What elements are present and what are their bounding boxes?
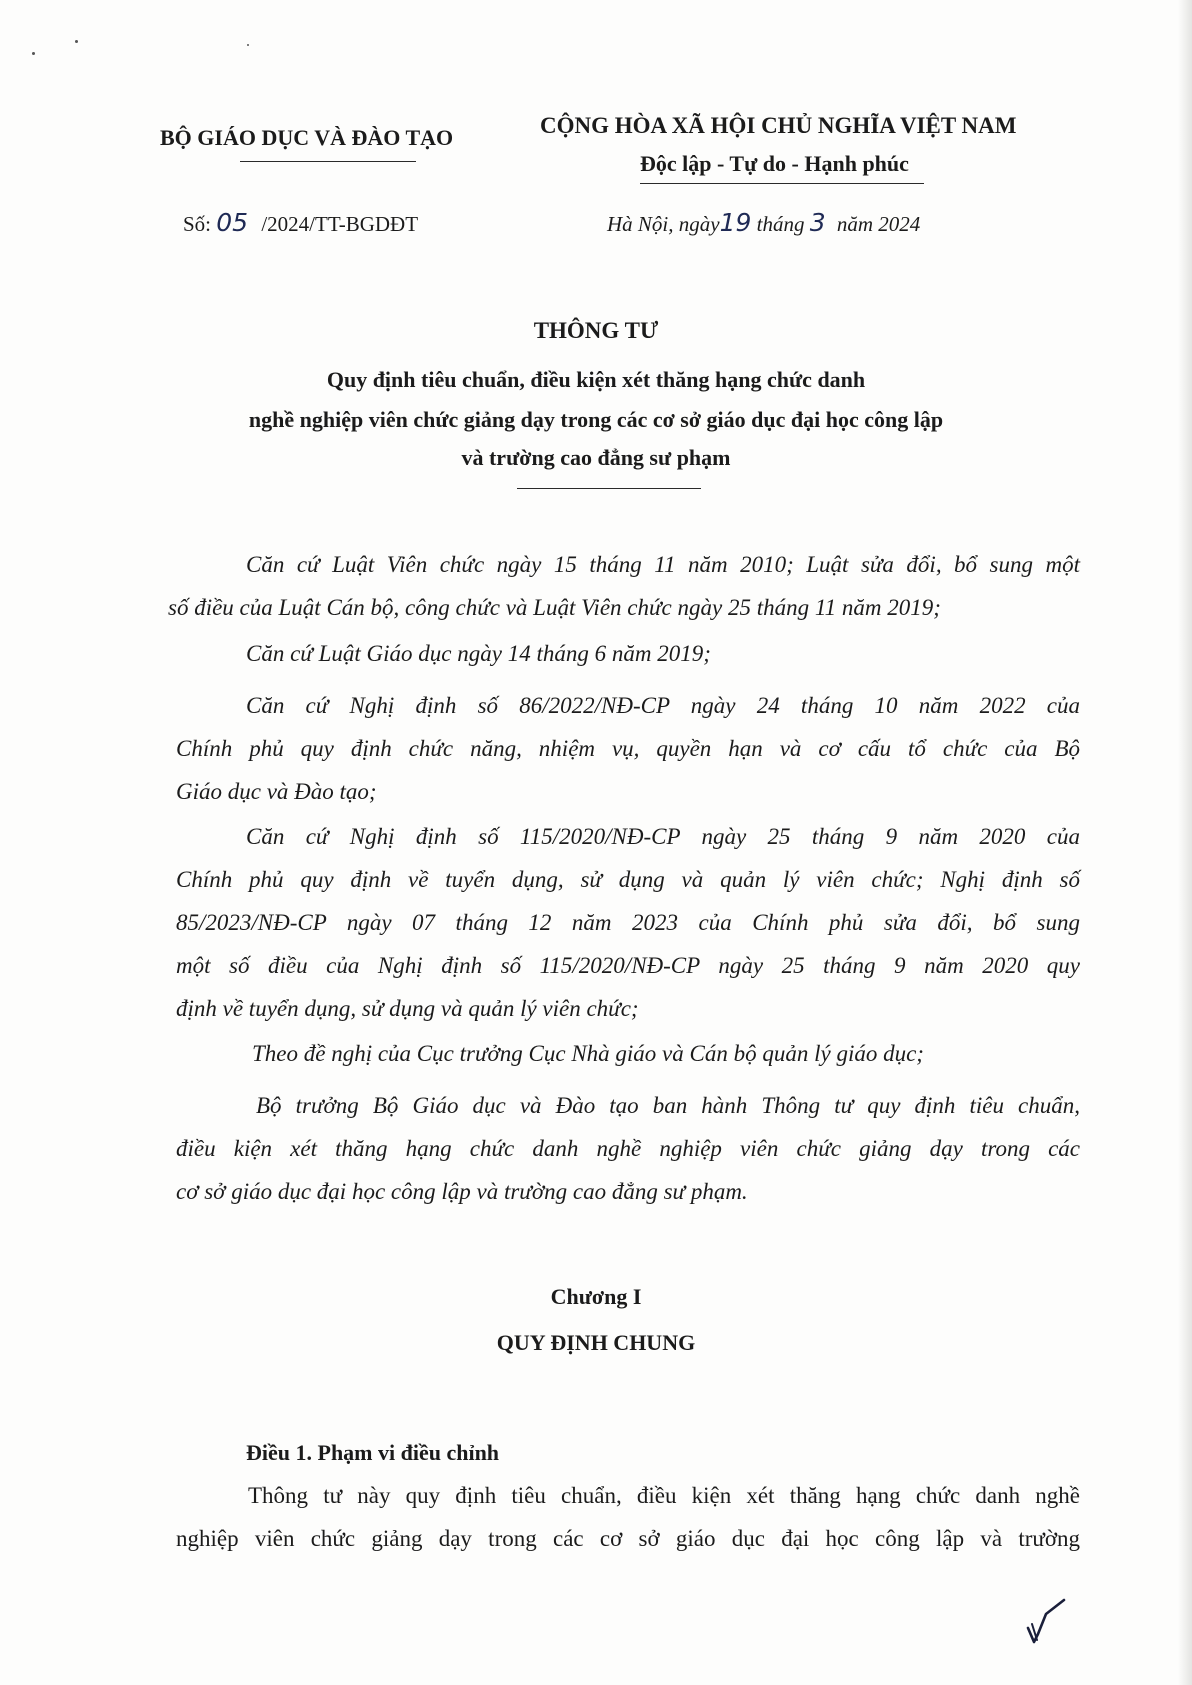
scan-speck	[247, 44, 249, 46]
national-motto: Độc lập - Tự do - Hạnh phúc	[640, 151, 909, 176]
handwritten-month: 3	[809, 208, 826, 237]
text-line: Căn cứ Nghị định số 86/2022/NĐ-CP ngày 24 tháng 10 năm 2022 của	[246, 693, 1080, 718]
month-label: tháng	[756, 212, 805, 236]
subtitle-line-3: và trường cao đẳng sư phạm	[461, 445, 731, 470]
number-prefix: Số:	[183, 212, 212, 236]
number-suffix: /2024/TT-BGDĐT	[261, 212, 419, 236]
title-underline	[517, 488, 701, 489]
handwritten-number: 05	[216, 208, 249, 237]
text-line: Thông tư này quy định tiêu chuẩn, điều kiện xét thăng hạng chức danh nghề	[248, 1483, 1080, 1508]
preamble-paragraph-5	[176, 1032, 1080, 1075]
year-label: năm 2024	[836, 212, 921, 236]
subtitle-line-2: nghề nghiệp viên chức giảng dạy trong các cơ sở giáo dục đại học công lập	[248, 407, 944, 432]
text-line: Chính phủ quy định về tuyển dụng, sử dụng và quản lý viên chức; Nghị định số	[176, 867, 1080, 892]
text-line: 85/2023/NĐ-CP ngày 07 tháng 12 năm 2023 của Chính phủ sửa đổi, bổ sung	[176, 910, 1080, 935]
preamble-paragraph-6	[176, 1084, 1080, 1213]
text-line: một số điều của Nghị định số 115/2020/NĐ-CP ngày 25 tháng 9 năm 2020 quy	[176, 953, 1080, 978]
text-line: Căn cứ Nghị định số 115/2020/NĐ-CP ngày 25 tháng 9 năm 2020 của	[246, 824, 1080, 849]
subtitle-line-1: Quy định tiêu chuẩn, điều kiện xét thăng hạng chức danh	[326, 367, 866, 392]
text-line: Giáo dục và Đào tạo;	[176, 779, 377, 804]
country-name: CỘNG HÒA XÃ HỘI CHỦ NGHĨA VIỆT NAM	[540, 113, 1017, 138]
place-label: Hà Nội, ngày	[607, 212, 720, 236]
text-line: số điều của Luật Cán bộ, công chức và Luật Viên chức ngày 25 tháng 11 năm 2019;	[168, 595, 941, 620]
scan-speck	[32, 52, 35, 55]
motto-underline	[640, 183, 924, 184]
preamble-paragraph-1	[168, 543, 1080, 629]
organization-underline	[240, 161, 416, 162]
text-line: điều kiện xét thăng hạng chức danh nghề nghiệp viên chức giảng dạy trong các	[176, 1136, 1080, 1161]
text-line: định về tuyển dụng, sử dụng và quản lý viên chức;	[176, 996, 639, 1021]
text-line: Theo đề nghị của Cục trưởng Cục Nhà giáo và Cán bộ quản lý giáo dục;	[252, 1041, 924, 1066]
text-line: Bộ trưởng Bộ Giáo dục và Đào tạo ban hành Thông tư quy định tiêu chuẩn,	[256, 1093, 1080, 1118]
scan-edge-shadow	[1178, 0, 1192, 1685]
preamble-paragraph-4	[176, 815, 1080, 1030]
document-type-title: THÔNG TƯ	[533, 318, 659, 343]
preamble-paragraph-2	[176, 632, 1080, 675]
document-number	[183, 208, 418, 237]
article-body	[176, 1474, 1080, 1560]
scan-speck	[75, 40, 78, 43]
text-line: Căn cứ Luật Viên chức ngày 15 tháng 11 năm 2010; Luật sửa đổi, bổ sung một	[246, 552, 1080, 577]
text-line: Chính phủ quy định chức năng, nhiệm vụ, quyền hạn và cơ cấu tổ chức của Bộ	[176, 736, 1080, 761]
handwritten-day: 19	[719, 208, 752, 237]
chapter-label: Chương I	[550, 1284, 642, 1309]
text-line: nghiệp viên chức giảng dạy trong các cơ sở giáo dục đại học công lập và trường	[176, 1526, 1080, 1551]
text-line: Căn cứ Luật Giáo dục ngày 14 tháng 6 năm 2019;	[246, 641, 711, 666]
article-heading: Điều 1. Phạm vi điều chỉnh	[246, 1440, 500, 1465]
preamble-paragraph-3	[176, 684, 1080, 813]
text-line: cơ sở giáo dục đại học công lập và trường cao đẳng sư phạm.	[176, 1179, 748, 1204]
place-and-date	[607, 208, 920, 237]
issuing-organization: BỘ GIÁO DỤC VÀ ĐÀO TẠO	[160, 125, 454, 150]
chapter-title: QUY ĐỊNH CHUNG	[496, 1330, 696, 1355]
initial-check-mark	[1024, 1598, 1070, 1644]
